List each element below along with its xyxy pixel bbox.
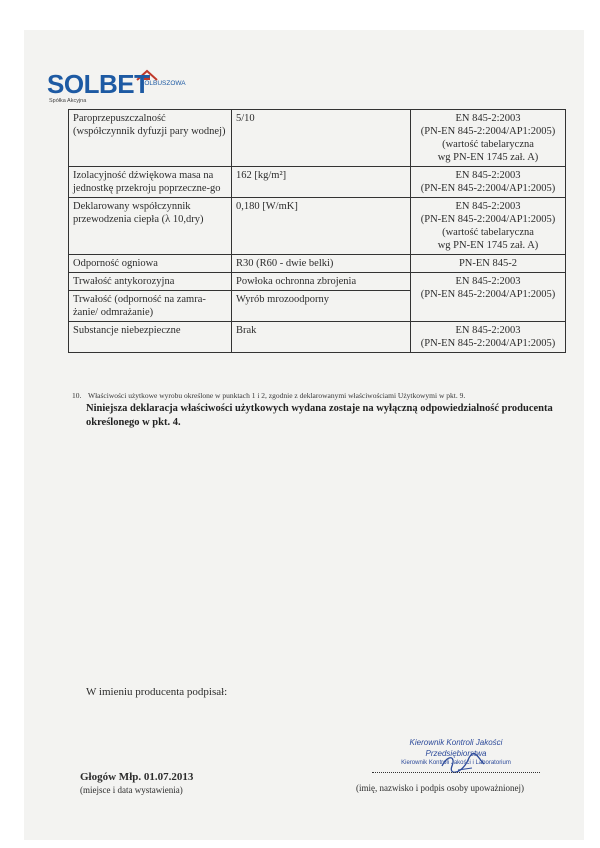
responsibility-statement: Niniejsza deklaracja właściwości użytkowych wydana zostaje na wyłączną odpowiedzialność producenta określonego w pkt. 4. xyxy=(86,403,553,428)
company-logo xyxy=(47,69,197,109)
stamp-line: Kierownik Kontroli Jakości xyxy=(409,738,503,747)
value-cell: R30 (R60 - dwie belki) xyxy=(232,255,411,273)
norm-line: EN 845-2:2003 xyxy=(455,170,521,181)
norm-line: (wartość tabelaryczna xyxy=(442,227,534,238)
note-paragraph xyxy=(72,391,572,400)
value-cell: Wyrób mrozoodporny xyxy=(232,291,411,322)
norm-cell xyxy=(411,198,566,255)
norm-line: EN 845-2:2003 xyxy=(455,113,521,124)
norm-line: EN 845-2:2003 xyxy=(455,276,521,287)
table-row xyxy=(69,273,566,291)
logo-subtitle: Spółka Akcyjna xyxy=(49,98,87,104)
norm-line: (wartość tabelaryczna xyxy=(442,139,534,150)
norm-line: wg PN-EN 1745 zał. A) xyxy=(437,152,539,163)
note-text: Właściwości użytkowe wyrobu określone w punktach 1 i 2, zgodnie z deklarowanymi właściwościami Użytkowymi w pkt. 9. xyxy=(88,391,466,400)
table-row xyxy=(69,322,566,353)
norm-line: (PN-EN 845-2:2004/AP1:2005) xyxy=(420,126,556,137)
stamp-line: Przedsiębiorstwa xyxy=(425,749,487,758)
norm-cell xyxy=(411,322,566,353)
value-cell: Powłoka ochronna zbrojenia xyxy=(232,273,411,291)
stamp-line: Kierownik Kontroli Jakości i Laboratorium xyxy=(401,760,511,766)
property-cell: Trwałość (odporność na zamra-żanie/ odmrażanie) xyxy=(69,291,232,322)
property-cell: Paroprzepuszczalność (współczynnik dyfuzji pary wodnej) xyxy=(69,110,232,167)
property-cell: Odporność ogniowa xyxy=(69,255,232,273)
norm-line: EN 845-2:2003 xyxy=(455,201,521,212)
signature-line xyxy=(372,772,540,773)
place-date-caption: (miejsce i data wystawienia) xyxy=(80,785,183,795)
logo-city: KOLBUSZOWA xyxy=(140,80,186,87)
property-cell: Deklarowany współczynnik przewodzenia ciepła (λ 10,dry) xyxy=(69,198,232,255)
property-cell: Trwałość antykorozyjna xyxy=(69,273,232,291)
norm-cell xyxy=(411,110,566,167)
value-cell: Brak xyxy=(232,322,411,353)
property-cell: Substancje niebezpieczne xyxy=(69,322,232,353)
logo-wordmark: SOLBET xyxy=(47,69,150,99)
norm-cell xyxy=(411,273,566,322)
norm-line: EN 845-2:2003 xyxy=(455,325,521,336)
properties-table xyxy=(68,109,566,353)
norm-line: wg PN-EN 1745 zał. A) xyxy=(437,240,539,251)
property-cell: Izolacyjność dźwiękowa masa na jednostkę przekroju poprzeczne-go xyxy=(69,167,232,198)
norm-line: (PN-EN 845-2:2004/AP1:2005) xyxy=(420,338,556,349)
table-row xyxy=(69,167,566,198)
norm-line: (PN-EN 845-2:2004/AP1:2005) xyxy=(420,214,556,225)
table-row xyxy=(69,110,566,167)
table-row xyxy=(69,198,566,255)
table-row xyxy=(69,255,566,273)
norm-cell xyxy=(411,167,566,198)
note-number: 10. xyxy=(72,391,82,400)
norm-line: (PN-EN 845-2:2004/AP1:2005) xyxy=(420,183,556,194)
value-cell: 5/10 xyxy=(232,110,411,167)
person-caption: (imię, nazwisko i podpis osoby upoważnionej) xyxy=(356,783,524,793)
value-cell: 0,180 [W/mK] xyxy=(232,198,411,255)
norm-line: (PN-EN 845-2:2004/AP1:2005) xyxy=(420,289,556,300)
value-cell: 162 [kg/m²] xyxy=(232,167,411,198)
signature-label: W imieniu producenta podpisał: xyxy=(86,686,228,698)
norm-cell xyxy=(411,255,566,273)
norm-line: PN-EN 845-2 xyxy=(458,258,518,269)
place-date: Głogów Młp. 01.07.2013 xyxy=(80,771,194,783)
